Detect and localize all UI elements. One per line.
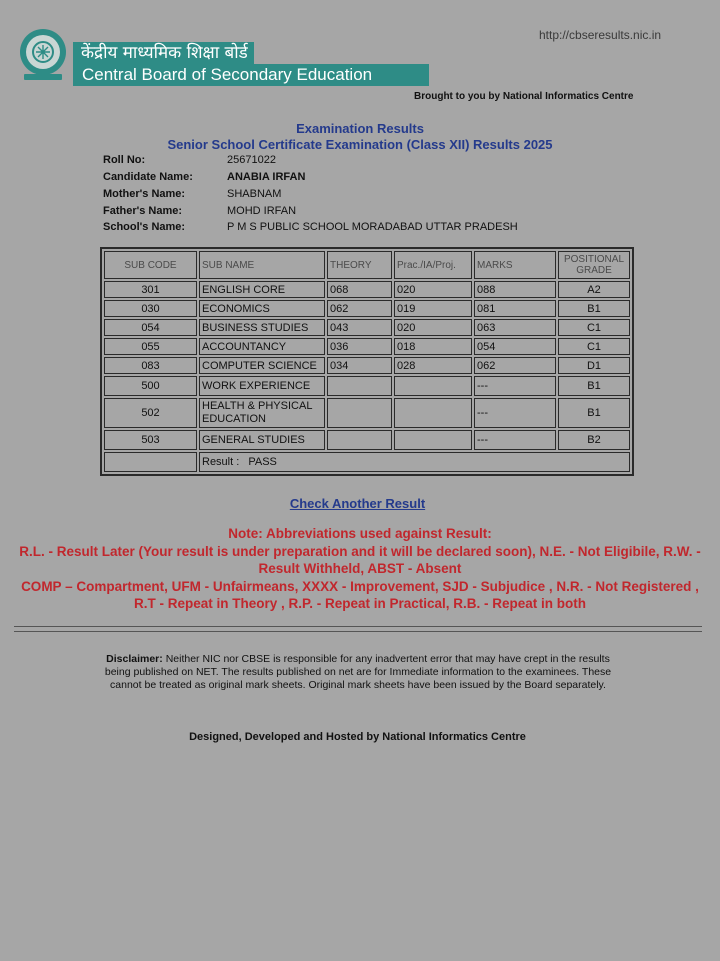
sub-code-cell: 502 — [104, 398, 197, 428]
marks-cell: --- — [474, 398, 556, 428]
theory-cell: 043 — [327, 319, 392, 336]
theory-cell: 036 — [327, 338, 392, 355]
grade-cell: C1 — [558, 319, 630, 336]
result-label: Result : — [202, 456, 240, 468]
table-row — [104, 319, 630, 336]
practical-cell — [394, 398, 472, 428]
result-empty-cell — [104, 452, 197, 472]
marks-table-wrapper — [100, 247, 634, 476]
result-row — [104, 452, 630, 472]
sub-code-cell: 500 — [104, 376, 197, 396]
practical-cell: 020 — [394, 319, 472, 336]
sub-code-cell: 503 — [104, 430, 197, 450]
theory-cell — [327, 376, 392, 396]
theory-cell — [327, 430, 392, 450]
marks-cell: 054 — [474, 338, 556, 355]
divider — [14, 626, 702, 627]
marks-table — [100, 247, 634, 476]
father-name-value: MOHD IRFAN — [227, 205, 297, 217]
candidate-name-label: Candidate Name: — [103, 171, 193, 183]
table-row — [104, 430, 630, 450]
sub-name-cell: GENERAL STUDIES — [199, 430, 325, 450]
theory-cell: 068 — [327, 281, 392, 298]
table-row — [104, 357, 630, 374]
brought-by-text: Brought to you by National Informatics Centre — [414, 91, 634, 102]
sub-code-cell: 054 — [104, 319, 197, 336]
practical-cell: 018 — [394, 338, 472, 355]
practical-cell: 020 — [394, 281, 472, 298]
exam-subtitle: Senior School Certificate Examination (Class XII) Results 2025 — [167, 137, 553, 152]
marks-cell: 062 — [474, 357, 556, 374]
grade-cell: B1 — [558, 300, 630, 317]
exam-title: Examination Results — [296, 121, 424, 136]
table-row — [104, 300, 630, 317]
result-value: PASS — [248, 456, 277, 468]
disclaimer — [100, 653, 616, 692]
marks-table-header-row — [104, 251, 630, 279]
header-theory: THEORY — [327, 251, 392, 279]
theory-cell — [327, 398, 392, 428]
practical-cell — [394, 430, 472, 450]
header-marks: MARKS — [474, 251, 556, 279]
theory-cell: 062 — [327, 300, 392, 317]
grade-cell: C1 — [558, 338, 630, 355]
theory-cell: 034 — [327, 357, 392, 374]
board-title-english: Central Board of Secondary Education — [73, 64, 429, 86]
school-name-label: School's Name: — [103, 221, 186, 233]
table-row — [104, 376, 630, 396]
sub-name-cell: COMPUTER SCIENCE — [199, 357, 325, 374]
sub-code-cell: 083 — [104, 357, 197, 374]
sub-name-cell: WORK EXPERIENCE — [199, 376, 325, 396]
grade-cell: B1 — [558, 376, 630, 396]
header-sub-code: SUB CODE — [104, 251, 197, 279]
practical-cell: 028 — [394, 357, 472, 374]
sub-name-cell: HEALTH & PHYSICAL EDUCATION — [199, 398, 325, 428]
roll-label: Roll No: — [103, 154, 146, 166]
sub-name-cell: ECONOMICS — [199, 300, 325, 317]
check-another-result-link[interactable]: Check Another Result — [289, 496, 426, 511]
board-title-hindi: केंद्रीय माध्यमिक शिक्षा बोर्ड — [73, 42, 254, 64]
footer-credit: Designed, Developed and Hosted by National Informatics Centre — [189, 731, 526, 743]
disclaimer-text: Neither NIC nor CBSE is responsible for any inadvertent error that may have crept in the results being published on NET. The results published on net are for Immediate information to the examinees. These cannot be treated as original mark sheets. Original mark sheets have been issued by the Board separately. — [104, 653, 612, 691]
grade-cell: A2 — [558, 281, 630, 298]
grade-cell: D1 — [558, 357, 630, 374]
note-abbreviations-line2: COMP – Compartment, UFM - Unfairmeans, XXXX - Improvement, SJD - Subjudice , N.R. - Not Registered , R.T - Repeat in Theory , R.P. - Repeat in Practical, R.B. - Repeat in both — [21, 579, 699, 611]
marks-cell: 088 — [474, 281, 556, 298]
note-abbreviations-line1: R.L. - Result Later (Your result is under preparation and it will be declared soon), N.E. - Not Eligibile, R.W. - Result Withheld, ABST - Absent — [19, 544, 701, 576]
table-row — [104, 338, 630, 355]
candidate-name-value: ANABIA IRFAN — [227, 171, 306, 183]
sub-code-cell: 055 — [104, 338, 197, 355]
table-row — [104, 398, 630, 428]
result-cell — [199, 452, 630, 472]
sub-code-cell: 030 — [104, 300, 197, 317]
disclaimer-label: Disclaimer: — [106, 653, 163, 665]
cbse-emblem-icon — [18, 26, 68, 84]
header-sub-name: SUB NAME — [199, 251, 325, 279]
father-name-label: Father's Name: — [103, 205, 183, 217]
header-grade: POSITIONAL GRADE — [558, 251, 630, 279]
practical-cell — [394, 376, 472, 396]
mother-name-value: SHABNAM — [227, 188, 282, 200]
table-row — [104, 281, 630, 298]
header-practical: Prac./IA/Proj. — [394, 251, 472, 279]
sub-name-cell: BUSINESS STUDIES — [199, 319, 325, 336]
roll-value: 25671022 — [227, 154, 276, 166]
practical-cell: 019 — [394, 300, 472, 317]
site-url: http://cbseresults.nic.in — [539, 28, 662, 42]
grade-cell: B2 — [558, 430, 630, 450]
sub-name-cell: ACCOUNTANCY — [199, 338, 325, 355]
note-title: Note: Abbreviations used against Result: — [228, 526, 492, 541]
divider — [14, 631, 702, 632]
grade-cell: B1 — [558, 398, 630, 428]
mother-name-label: Mother's Name: — [103, 188, 186, 200]
marks-cell: 081 — [474, 300, 556, 317]
marks-cell: 063 — [474, 319, 556, 336]
school-name-value: P M S PUBLIC SCHOOL MORADABAD UTTAR PRADESH — [227, 221, 518, 233]
sub-code-cell: 301 — [104, 281, 197, 298]
marks-cell: --- — [474, 430, 556, 450]
marks-cell: --- — [474, 376, 556, 396]
sub-name-cell: ENGLISH CORE — [199, 281, 325, 298]
